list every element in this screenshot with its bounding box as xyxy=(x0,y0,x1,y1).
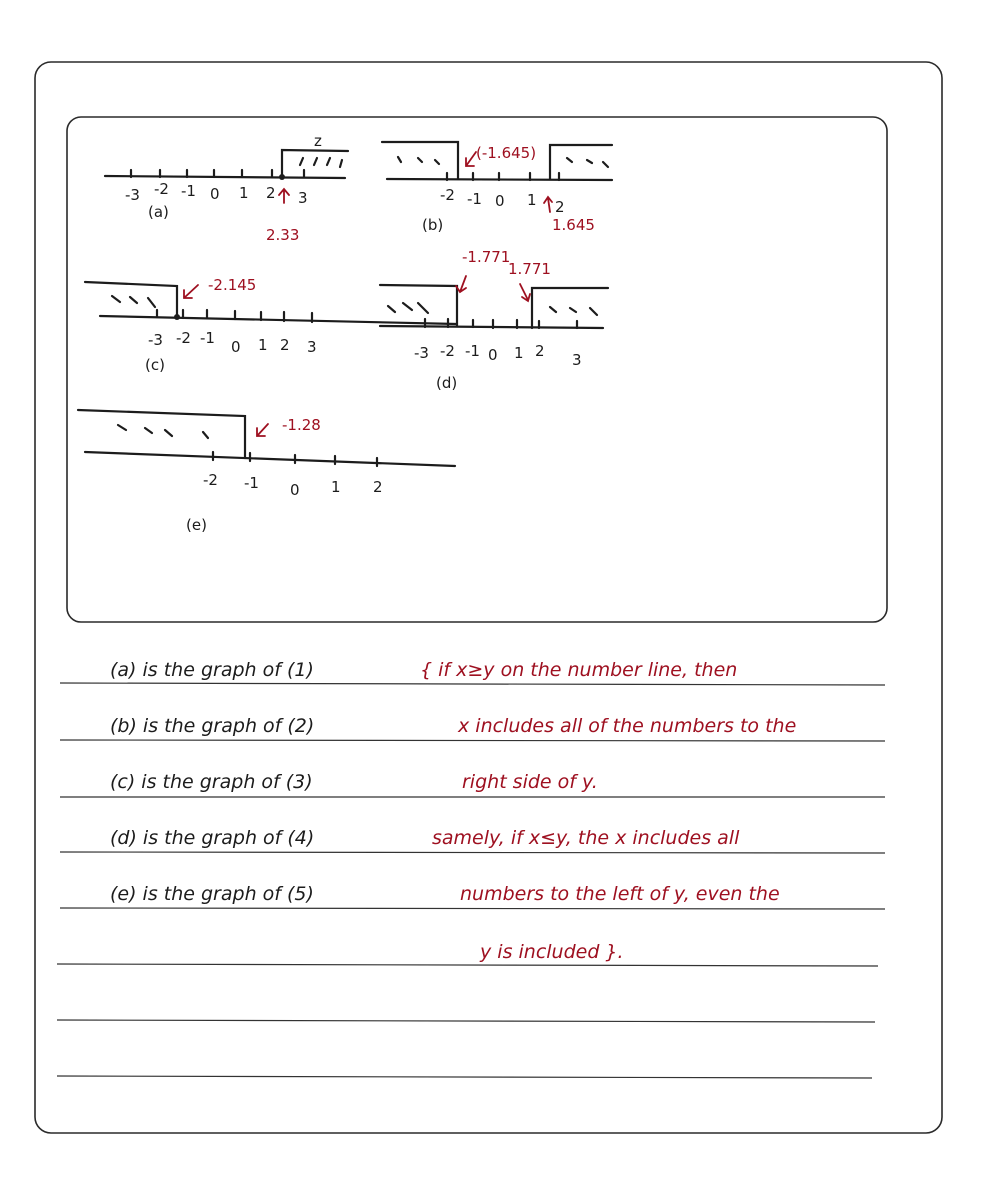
graph-label: (d) xyxy=(436,374,458,392)
tick-label: -2 xyxy=(176,329,191,347)
critical-value-left: (-1.645) xyxy=(476,144,537,162)
tick-label: -2 xyxy=(440,342,455,360)
tick-label: -1 xyxy=(465,342,480,360)
tick-label: -1 xyxy=(467,190,482,208)
tick-label: 3 xyxy=(298,189,308,207)
critical-value-right: 1.645 xyxy=(552,216,595,234)
arrow-icon xyxy=(466,152,476,166)
critical-value-left: -1.771 xyxy=(462,248,511,266)
graph-b xyxy=(382,142,612,234)
critical-value: -1.28 xyxy=(282,416,321,434)
tick-label: 3 xyxy=(307,338,317,356)
notes-right xyxy=(420,659,796,963)
tick-label: 1 xyxy=(239,184,249,202)
tick-label: 2 xyxy=(373,478,383,496)
tick-label: -2 xyxy=(203,471,218,489)
note-line: numbers to the left of y, even the xyxy=(460,883,780,905)
graph-c xyxy=(85,276,457,374)
tick-label: 1 xyxy=(331,478,341,496)
tick-label: -3 xyxy=(148,331,163,349)
tick-label: 2 xyxy=(266,184,276,202)
note-line: x includes all of the numbers to the xyxy=(458,715,797,737)
tick-label: 0 xyxy=(495,192,505,210)
critical-value-right: 1.771 xyxy=(508,260,551,278)
graph-e xyxy=(78,410,455,534)
note-line: (e) is the graph of (5) xyxy=(110,883,314,905)
note-line: right side of y. xyxy=(462,771,598,793)
note-line: samely, if x≤y, the x includes all xyxy=(432,827,740,849)
note-line: (b) is the graph of (2) xyxy=(110,715,315,737)
tick-label: 2 xyxy=(535,342,545,360)
graph-a xyxy=(105,132,348,244)
tick-label: 1 xyxy=(527,191,537,209)
tick-label: -3 xyxy=(414,344,429,362)
page-border xyxy=(35,62,942,1133)
note-line: { if x≥y on the number line, then xyxy=(420,659,738,681)
tick-label: 0 xyxy=(290,481,300,499)
arrow-icon xyxy=(544,197,552,212)
tick-label: 0 xyxy=(210,185,220,203)
tick-label: -2 xyxy=(440,186,455,204)
graph-label: (a) xyxy=(148,203,169,221)
notes-left xyxy=(110,659,314,905)
arrow-icon xyxy=(279,189,289,203)
tick-label: 1 xyxy=(258,336,268,354)
arrow-icon xyxy=(184,285,198,298)
tick-label: 2 xyxy=(555,198,565,216)
note-line: (d) is the graph of (4) xyxy=(110,827,315,849)
tick-label: -2 xyxy=(154,180,169,198)
graph-label: (b) xyxy=(422,216,444,234)
graph-d xyxy=(380,248,608,392)
graph-label: (e) xyxy=(186,516,207,534)
tick-label: -1 xyxy=(200,329,215,347)
note-line: (c) is the graph of (3) xyxy=(110,771,313,793)
tick-label: -1 xyxy=(181,182,196,200)
z-label: z xyxy=(314,132,322,150)
critical-value: 2.33 xyxy=(266,226,300,244)
tick-label: 1 xyxy=(514,344,524,362)
graph-label: (c) xyxy=(145,356,165,374)
arrow-icon xyxy=(456,276,466,292)
tick-label: 0 xyxy=(488,346,498,364)
arrow-icon xyxy=(257,424,268,436)
tick-label: 0 xyxy=(231,338,241,356)
tick-label: -1 xyxy=(244,474,259,492)
ruled-lines xyxy=(57,683,885,1078)
critical-value: -2.145 xyxy=(208,276,257,294)
tick-label: -3 xyxy=(125,186,140,204)
tick-label: 3 xyxy=(572,351,582,369)
note-line: (a) is the graph of (1) xyxy=(110,659,314,681)
arrow-icon xyxy=(520,284,530,301)
note-line: y is included }. xyxy=(480,941,624,963)
tick-label: 2 xyxy=(280,336,290,354)
